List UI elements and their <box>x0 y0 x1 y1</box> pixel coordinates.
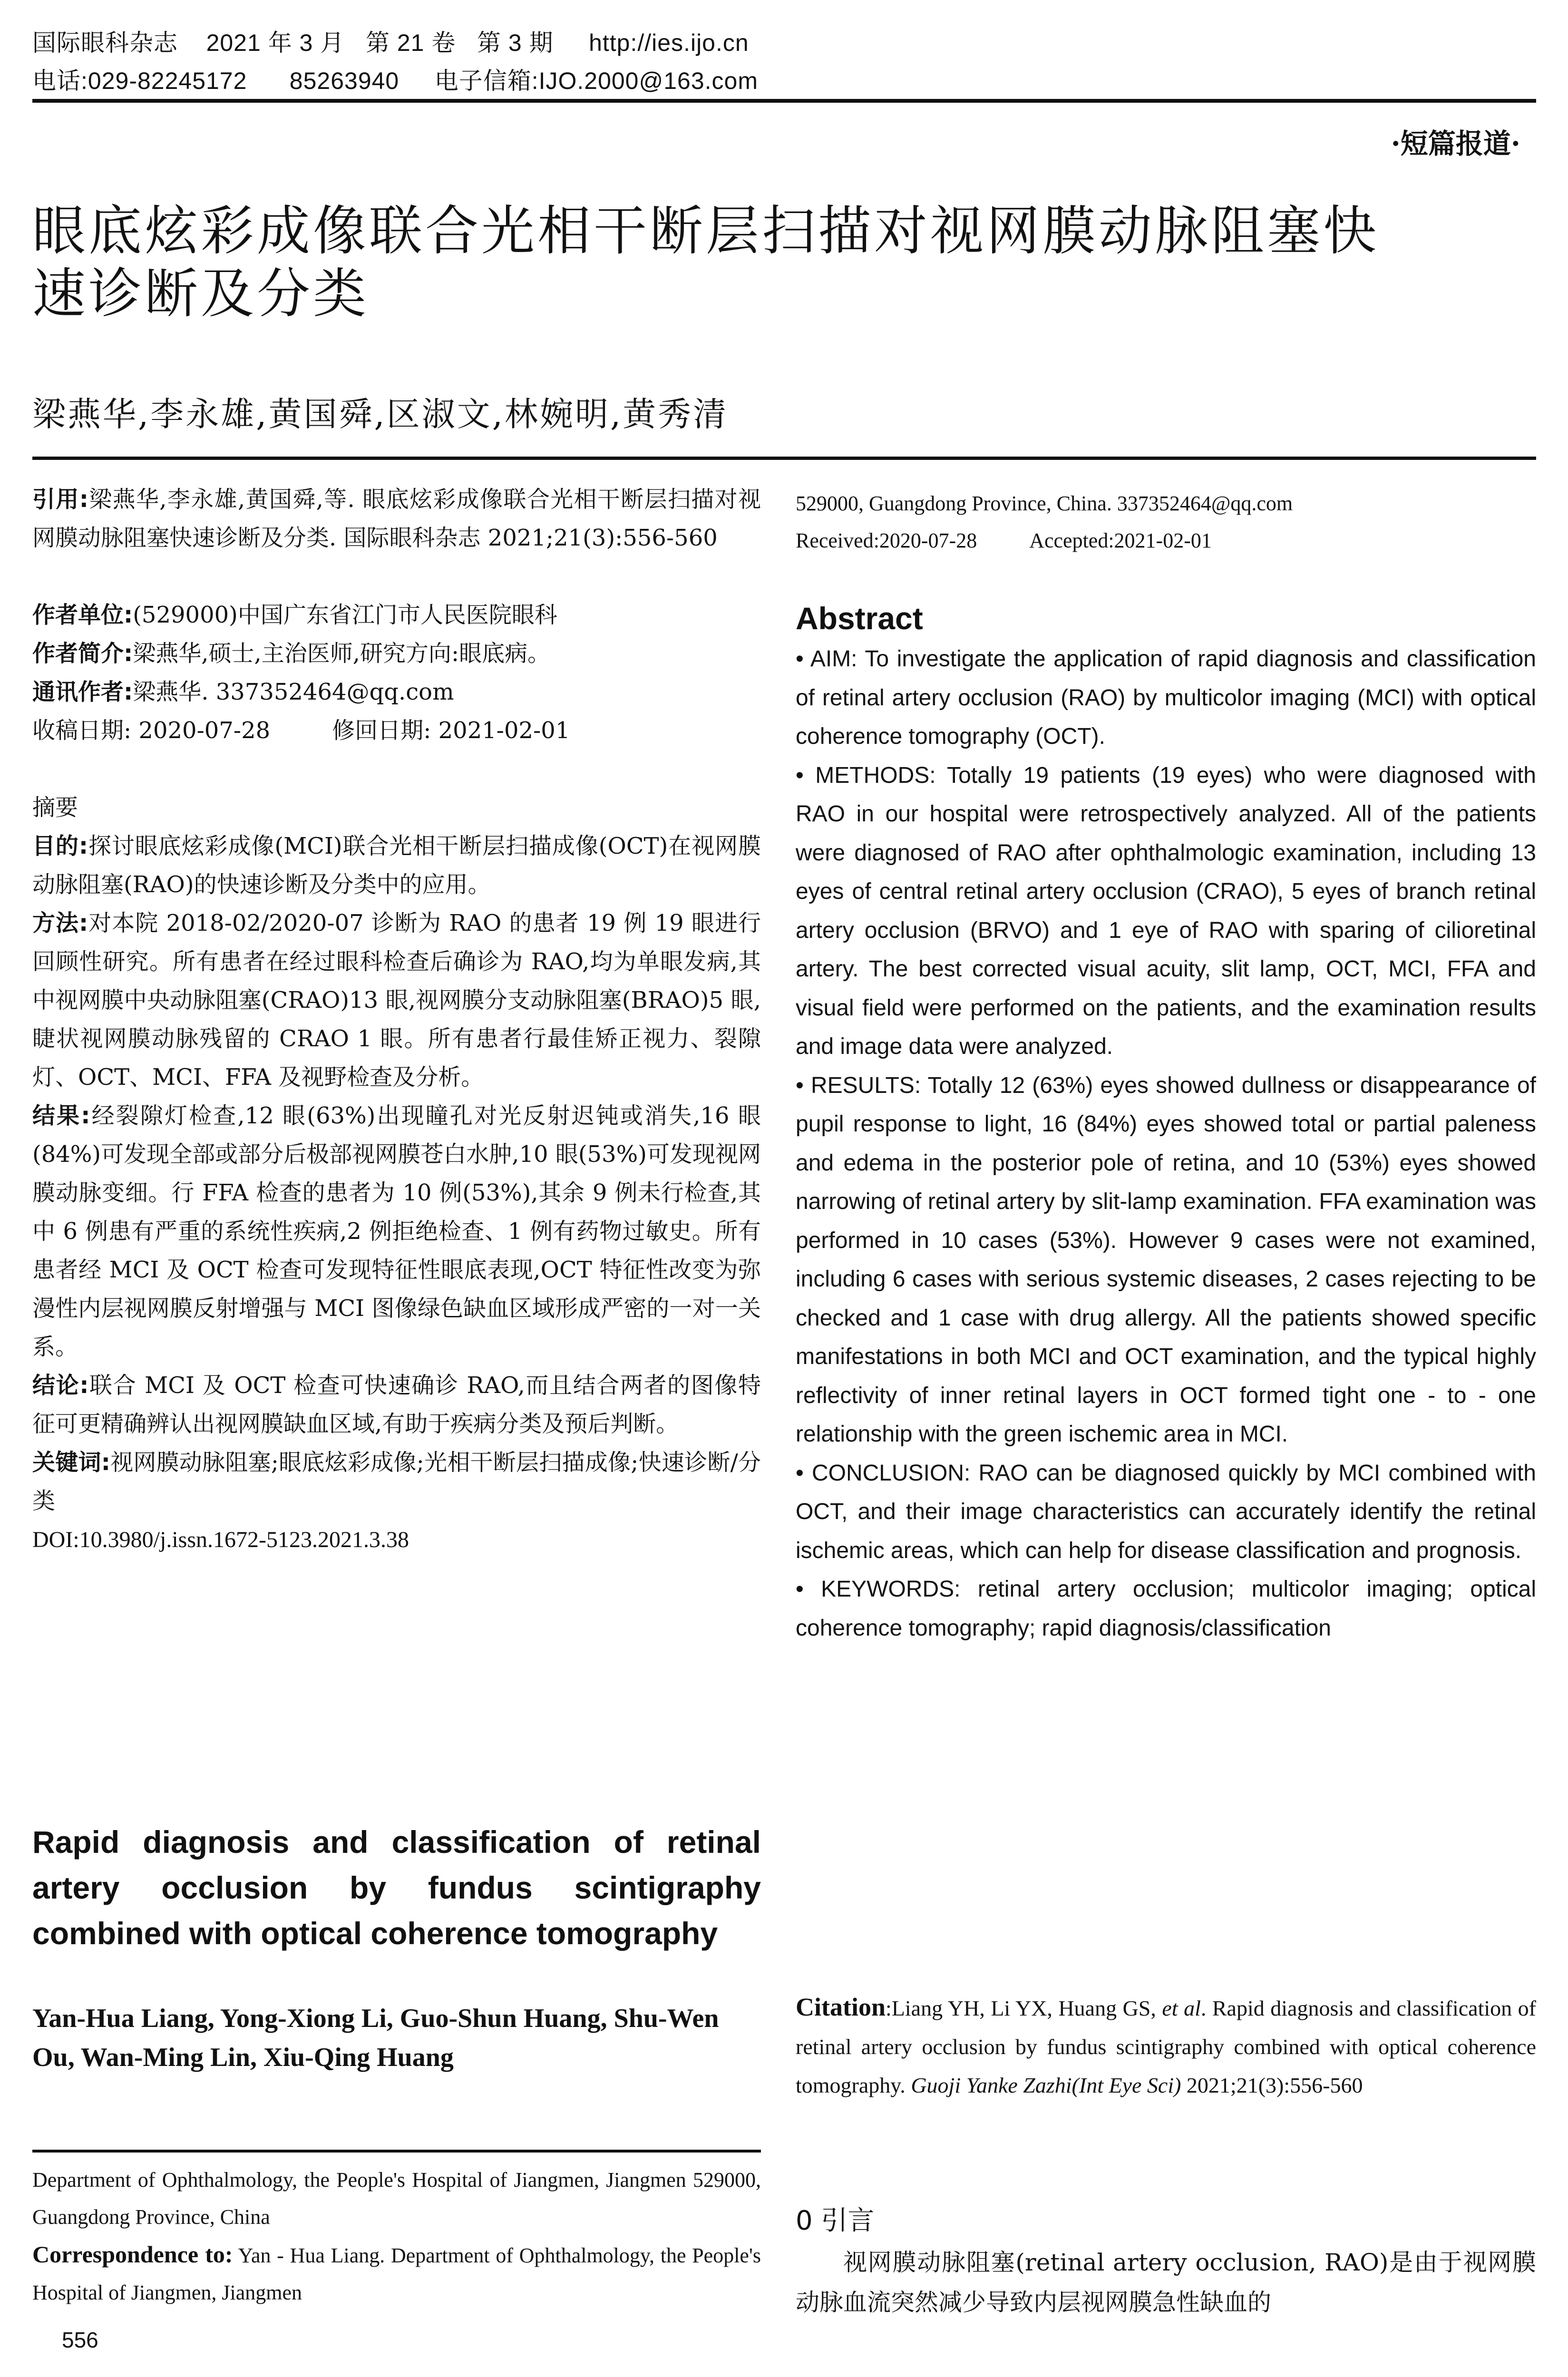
english-title: Rapid diagnosis and classification of retinal artery occlusion by fundus scintigraphy combined with optical coherence tomography <box>32 1824 761 1951</box>
revised-date: 修回日期: 2021-02-01 <box>332 717 570 744</box>
title-rule <box>32 457 1536 460</box>
doi[interactable]: DOI:10.3980/j.issn.1672-5123.2021.3.38 <box>32 1527 409 1552</box>
english-title-block <box>32 1819 761 2077</box>
intro-heading: 0 引言 <box>796 2205 875 2236</box>
introduction <box>796 2200 1536 2322</box>
abstract-methods: • METHODS: Totally 19 patients (19 eyes) who were diagnosed with RAO in our hospital were retrospectively analyzed. All of the patients were diagnosed of RAO after ophthalmologic examination, including 13 eyes of central retinal artery occlusion (CRAO), 5 eyes of branch retinal artery occlusion (BRVO) and 1 eye of RAO with sparing of cilioretinal artery. The best corrected visual acuity, slit lamp, OCT, MCI, FFA and visual field were performed on the patients, and the examination results and image data were analyzed. <box>796 762 1536 1059</box>
english-citation: Citation:Liang YH, Li YX, Huang GS, et al. Rapid diagnosis and classification of retinal artery occlusion by fundus scintigraphy combined with optical coherence tomography. Guoji Yanke Zazhi(Int Eye Sci) 2021;21(3):556-560 <box>796 1993 1536 2097</box>
affiliation-rule <box>32 2150 761 2153</box>
page-title <box>32 200 1540 325</box>
cn-affiliation: 作者单位:(529000)中国广东省江门市人民医院眼科 <box>32 602 557 628</box>
cn-conclusion: 结论:联合 MCI 及 OCT 检查可快速确诊 RAO,而且结合两者的图像特征可更精确辨认出视网膜缺血区域,有助于疾病分类及预后判断。 <box>32 1372 761 1437</box>
cn-results: 结果:经裂隙灯检查,12 眼(63%)出现瞳孔对光反射迟钝或消失,16 眼(84%)可发现全部或部分后极部视网膜苍白水肿,10 眼(53%)可发现视网膜动脉变细。行 FFA 检查的患者为 10 例(53%),其余 9 例未行检查,其中 6 例患有严重的系统性疾病,2 例拒绝检查、1 例有药物过敏史。所有患者经 MCI 及 OCT 检查可发现特征性眼底表现,OCT 特征性改变为弥漫性内层视网膜反射增强与 MCI 图像绿色缺血区域形成严密的一对一关系。 <box>32 1102 761 1360</box>
english-abstract <box>796 597 1536 1647</box>
received-date: 收稿日期: 2020-07-28 <box>32 717 271 744</box>
english-affiliation: Department of Ophthalmology, the People's Hospital of Jiangmen, Jiangmen 529000, Guangdong Province, China <box>32 2168 761 2229</box>
english-correspondence-cont: 529000, Guangdong Province, China. 337352464@qq.com <box>796 492 1293 515</box>
journal-header-line1: 国际眼科杂志 2021 年 3 月 第 21 卷 第 3 期 http://ies.ijo.cn <box>32 29 749 56</box>
english-affiliation-block <box>32 2162 761 2311</box>
right-column-top <box>796 485 1536 559</box>
abstract-heading: Abstract <box>796 601 923 636</box>
title-line-1: 眼底炫彩成像联合光相干断层扫描对视网膜动脉阻塞快 <box>32 200 1379 262</box>
english-dates <box>796 522 1536 559</box>
cn-aim: 目的:探讨眼底炫彩成像(MCI)联合光相干断层扫描成像(OCT)在视网膜动脉阻塞(RAO)的快速诊断及分类中的应用。 <box>32 833 761 898</box>
title-line-2: 速诊断及分类 <box>32 263 369 325</box>
abstract-keywords: • KEYWORDS: retinal artery occlusion; multicolor imaging; optical coherence tomography; rapid diagnosis/classification <box>796 1577 1536 1641</box>
abstract-conclusion: • CONCLUSION: RAO can be diagnosed quickly by MCI combined with OCT, and their image characteristics can accurately identify the retinal ischemic areas, which can help for disease classification and prognosis. <box>796 1460 1536 1563</box>
english-authors: Yan-Hua Liang, Yong-Xiong Li, Guo-Shun Huang, Shu-Wen Ou, Wan-Ming Lin, Xiu-Qing Huang <box>32 2004 719 2072</box>
header-rule <box>32 99 1536 103</box>
abstract-results: • RESULTS: Totally 12 (63%) eyes showed dullness or disappearance of pupil response to light, 16 (84%) eyes showed total or partial paleness and edema in the posterior pole of retina, and 10 (53%) eyes showed narrowing of retinal artery by slit-lamp examination. FFA examination was performed in 10 cases (53%). However 9 cases were not examined, including 6 cases with serious systemic diseases, 2 cases rejecting to be checked and 1 case with drug allergy. All the patients showed specific manifestations in both MCI and OCT examination, and the typical highly reflectivity of inner retinal layers in OCT formed tight one - to - one relationship with the green ischemic area in MCI. <box>796 1072 1536 1447</box>
page-number: 556 <box>62 2328 98 2352</box>
section-tag: ·短篇报道· <box>1391 127 1520 160</box>
received-en: Received:2020-07-28 <box>796 529 977 552</box>
left-column <box>32 480 761 1559</box>
cn-methods: 方法:对本院 2018-02/2020-07 诊断为 RAO 的患者 19 例 19 眼进行回顾性研究。所有患者在经过眼科检查后确诊为 RAO,均为单眼发病,其中视网膜中央动脉阻塞(CRAO)13 眼,视网膜分支动脉阻塞(BRAO)5 眼,睫状视网膜动脉残留的 CRAO 1 眼。所有患者行最佳矫正视力、裂隙灯、OCT、MCI、FFA 及视野检查及分析。 <box>32 910 761 1091</box>
cn-author-bio: 作者简介:梁燕华,硕士,主治医师,研究方向:眼底病。 <box>32 640 551 667</box>
journal-header-line2: 电话:029-82245172 85263940 电子信箱:IJO.2000@163.com <box>32 68 759 94</box>
accepted-en: Accepted:2021-02-01 <box>1029 529 1212 552</box>
intro-text: 视网膜动脉阻塞(retinal artery occlusion, RAO)是由于视网膜动脉血流突然减少导致内层视网膜急性缺血的 <box>796 2249 1536 2316</box>
cn-abstract-heading: 摘要 <box>32 794 78 821</box>
abstract-aim: • AIM: To investigate the application of rapid diagnosis and classification of retinal artery occlusion (RAO) by multicolor imaging (MCI) with optical coherence tomography (OCT). <box>796 646 1536 749</box>
citation-label: Citation <box>796 1993 886 2021</box>
cn-dates <box>32 711 761 750</box>
english-correspondence: Correspondence to: Yan - Hua Liang. Department of Ophthalmology, the People's Hospital of Jiangmen, Jiangmen <box>32 2241 761 2304</box>
authors-cn: 梁燕华,李永雄,黄国舜,区淑文,林婉明,黄秀清 <box>32 395 729 434</box>
cn-corresponding-author: 通讯作者:梁燕华. 337352464@qq.com <box>32 679 454 705</box>
cn-keywords: 关键词:视网膜动脉阻塞;眼底炫彩成像;光相干断层扫描成像;快速诊断/分类 <box>32 1449 761 1514</box>
cn-citation: 引用:梁燕华,李永雄,黄国舜,等. 眼底炫彩成像联合光相干断层扫描对视网膜动脉阻塞快速诊断及分类. 国际眼科杂志 2021;21(3):556-560 <box>32 486 761 551</box>
